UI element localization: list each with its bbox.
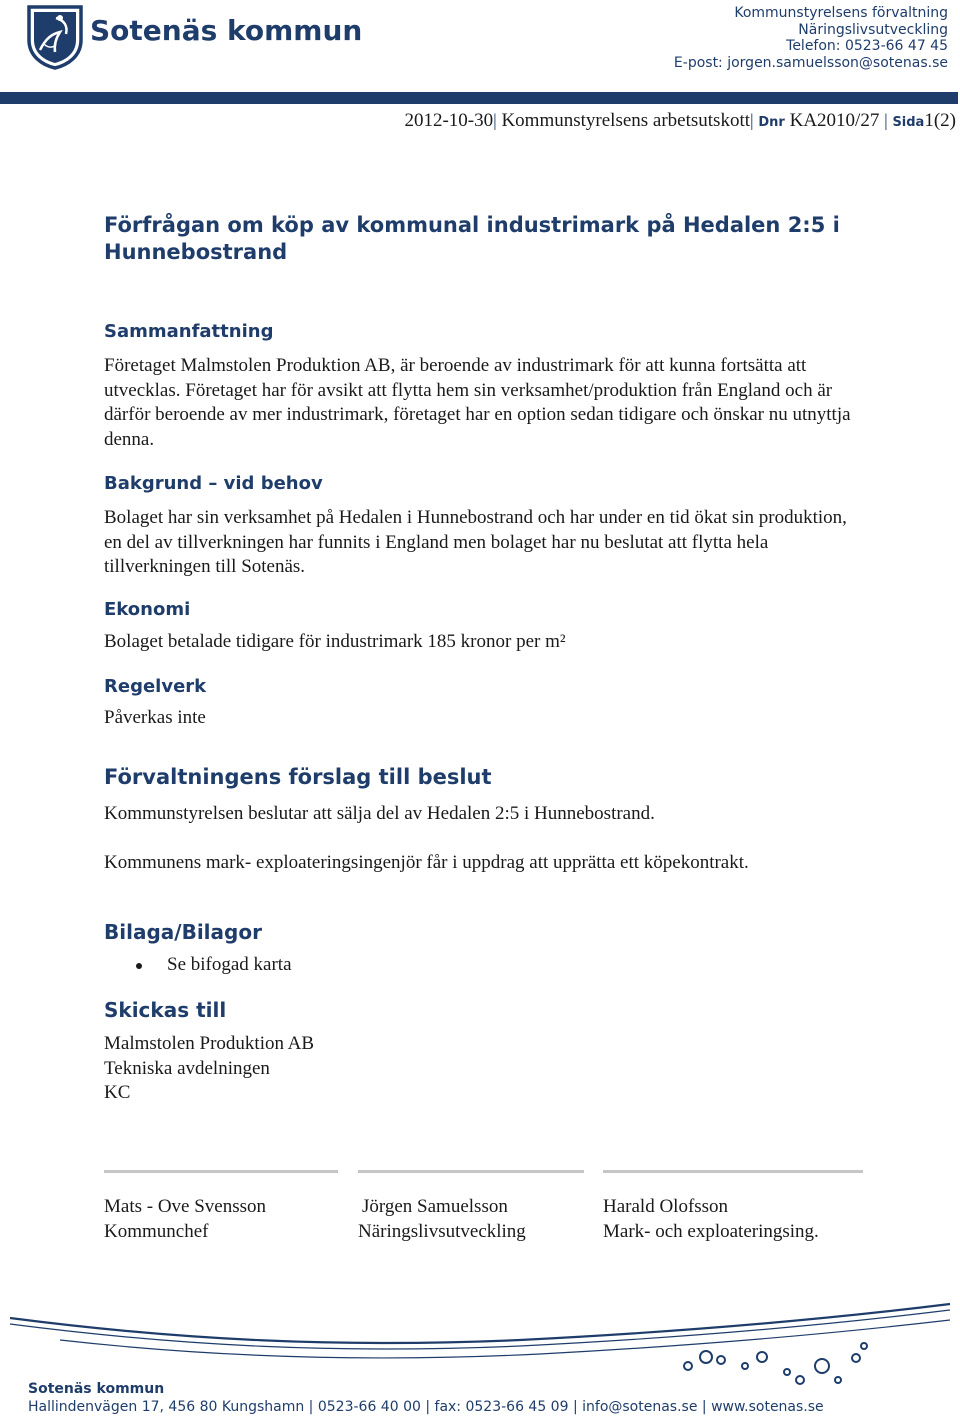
ref-page-label: Sida	[892, 115, 925, 130]
ref-page-value: 1(2)	[924, 110, 956, 131]
signature-name: Jörgen Samuelsson	[362, 1196, 508, 1217]
contact-block	[674, 5, 948, 71]
signature-name: Mats - Ove Svensson	[104, 1196, 267, 1217]
signature-role: Näringslivsutveckling	[358, 1220, 526, 1242]
proposal-text-1: Kommunstyrelsen beslutar att sälja del av Hedalen 2:5 i Hunnebostrand.	[104, 803, 655, 824]
signature-role: Kommunchef	[104, 1220, 209, 1242]
signature-line	[358, 1170, 584, 1173]
signature-block	[104, 1195, 266, 1244]
contact-unit: Näringslivsutveckling	[798, 21, 948, 38]
ref-date: 2012-10-30	[404, 110, 494, 131]
contact-phone: Telefon: 0523-66 47 45	[786, 38, 948, 54]
attachment-item: Se bifogad karta	[167, 954, 292, 975]
signature-line	[603, 1170, 863, 1173]
sendto-heading: Skickas till	[104, 998, 227, 1022]
contact-department: Kommunstyrelsens förvaltning	[734, 5, 948, 21]
attachments-heading: Bilaga/Bilagor	[104, 920, 262, 944]
economy-heading: Ekonomi	[104, 599, 191, 620]
contact-email[interactable]: E-post: jorgen.samuelsson@sotenas.se	[673, 54, 948, 71]
signature-block	[603, 1195, 819, 1244]
footer-fax: fax: 0523-66 45 09	[434, 1399, 569, 1415]
footer-contact-line: Hallindenvägen 17, 456 80 Kungshamn | 0523-66 40 00 | fax: 0523-66 45 09 | info@sotenas.se | www.sotenas.se	[28, 1399, 824, 1415]
summary-text: Företaget Malmstolen Produktion AB, är beroende av industrimark för att kunna fortsätta att utvecklas. Företaget har för avsikt att flytta hem sin verksamhet/produktion från England och är därför beroende av mer industrimark, företaget har en option sedan tidigare och önskar nu utnyttja denna.	[104, 355, 851, 450]
bullet-dot-icon	[136, 963, 142, 969]
ref-dnr-value: KA2010/27	[789, 110, 880, 131]
background-text: Bolaget har sin verksamhet på Hedalen i Hunnebostrand och har under en tid ökat sin produktion, en del av tillverkningen har funnits i England men bolaget har nu beslutat att flytta hela tillverkningen till Sotenäs.	[104, 507, 847, 577]
footer-org-name: Sotenäs kommun	[28, 1381, 165, 1397]
economy-text: Bolaget betalade tidigare för industrimark 185 kronor per m²	[104, 631, 566, 652]
sendto-item: Tekniska avdelningen	[104, 1057, 270, 1079]
signature-name: Harald Olofsson	[603, 1196, 729, 1217]
sotenas-shield-logo-icon	[26, 4, 84, 70]
summary-heading: Sammanfattning	[104, 321, 274, 342]
footer-email[interactable]: info@sotenas.se	[582, 1399, 698, 1415]
document-title: Förfrågan om köp av kommunal industrimark på Hedalen 2:5 i Hunnebostrand	[104, 213, 840, 264]
ref-dnr-label: Dnr	[758, 115, 785, 130]
ref-committee: Kommunstyrelsens arbetsutskott	[501, 110, 751, 131]
wave-bubbles-decoration-icon	[0, 1300, 960, 1390]
signature-block	[358, 1195, 526, 1244]
header-rule	[0, 92, 958, 104]
proposal-heading: Förvaltningens förslag till beslut	[104, 765, 492, 789]
proposal-text-2: Kommunens mark- exploateringsingenjör får i uppdrag att upprätta ett köpekontrakt.	[104, 852, 749, 873]
signature-role: Mark- och exploateringsing.	[603, 1220, 819, 1242]
sendto-list	[104, 1032, 864, 1106]
rules-text: Påverkas inte	[104, 707, 206, 728]
background-heading: Bakgrund – vid behov	[104, 473, 323, 494]
org-name: Sotenäs kommun	[90, 14, 363, 47]
signature-line	[104, 1170, 338, 1173]
sendto-item: KC	[104, 1082, 131, 1103]
reference-line: 2012-10-30| Kommunstyrelsens arbetsutskott| Dnr KA2010/27 | Sida1(2)	[404, 110, 956, 131]
footer-web[interactable]: www.sotenas.se	[711, 1399, 824, 1415]
footer-phone: 0523-66 40 00	[317, 1399, 421, 1415]
footer-address: Hallindenvägen 17, 456 80 Kungshamn	[28, 1399, 305, 1415]
sendto-item: Malmstolen Produktion AB	[104, 1033, 315, 1054]
rules-heading: Regelverk	[104, 676, 207, 697]
